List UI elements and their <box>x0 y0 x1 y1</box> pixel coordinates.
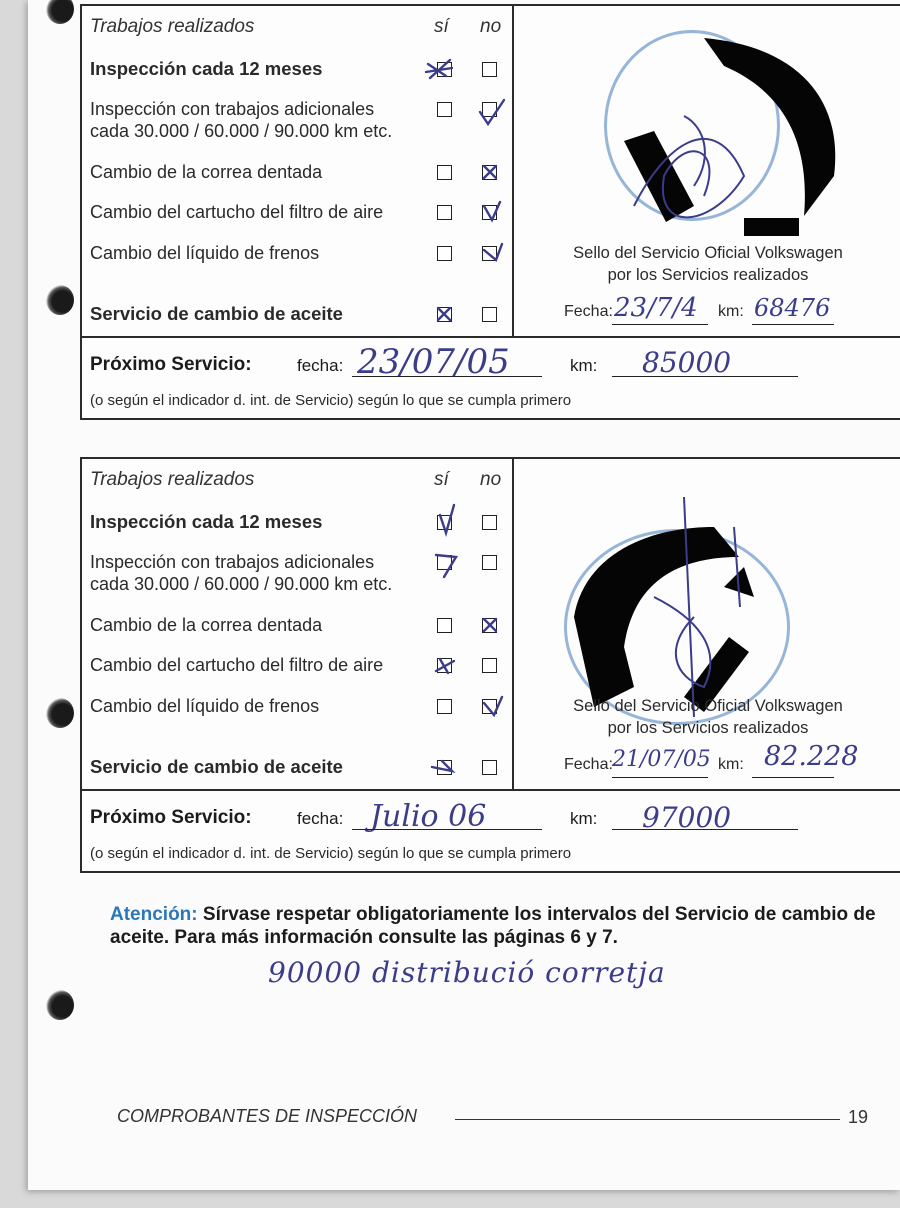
yes-header: sí <box>434 469 449 490</box>
binder-hole <box>46 698 74 728</box>
underline <box>612 376 798 377</box>
underline <box>352 376 542 377</box>
item-label: Cambio del líquido de frenos <box>90 243 320 263</box>
no-header: no <box>480 16 502 37</box>
underline <box>612 777 708 778</box>
next-service-note: (o según el indicador d. int. de Servicio) según lo que se cumpla primero <box>90 845 572 862</box>
underline <box>612 829 798 830</box>
underline <box>352 829 542 830</box>
attention-label: Atención: <box>110 904 198 925</box>
next-km-label: km: <box>570 809 598 828</box>
next-service-label: Próximo Servicio: <box>90 354 252 375</box>
next-km-label: km: <box>570 356 598 375</box>
footer-rule <box>455 1119 840 1120</box>
handwritten-checkmarks <box>422 54 512 344</box>
attention-notice <box>110 903 890 949</box>
fecha-label: Fecha: <box>564 756 613 773</box>
next-fecha-value: 23/07/05 <box>357 342 510 382</box>
works-header: Trabajos realizados <box>90 469 255 490</box>
works-section <box>82 459 514 789</box>
next-fecha-value: Julio 06 <box>370 799 487 834</box>
fecha-value: 21/07/05 <box>612 747 711 772</box>
fecha-label: Fecha: <box>564 303 613 320</box>
handwritten-note: 90000 distribució corretja <box>268 956 666 989</box>
service-card-2 <box>80 457 900 873</box>
next-service-label: Próximo Servicio: <box>90 807 252 828</box>
next-fecha-label: fecha: <box>297 809 344 828</box>
works-header: Trabajos realizados <box>90 16 255 37</box>
no-header: no <box>480 469 502 490</box>
handwritten-checkmarks <box>422 499 512 789</box>
next-km-value: 97000 <box>642 801 732 834</box>
km-value: 68476 <box>754 294 831 322</box>
km-label: km: <box>718 303 744 320</box>
works-section <box>82 6 514 336</box>
service-card-1 <box>80 4 900 420</box>
redacted-signature <box>594 26 900 256</box>
stamp-section <box>514 459 900 789</box>
item-label: Servicio de cambio de aceite <box>90 756 343 777</box>
next-km-value: 85000 <box>642 346 732 379</box>
next-service-section <box>82 789 900 873</box>
next-fecha-label: fecha: <box>297 356 344 375</box>
item-label: cada 30.000 / 60.000 / 90.000 km etc. <box>90 121 393 141</box>
underline <box>752 777 834 778</box>
footer-title: COMPROBANTES DE INSPECCIÓN <box>117 1106 418 1126</box>
item-label: Cambio del líquido de frenos <box>90 696 320 716</box>
attention-text: Sírvase respetar obligatoriamente los intervalos del Servicio de cambio de aceite. Para más información consulte las páginas 6 y 7. <box>110 904 876 948</box>
underline <box>752 324 834 325</box>
stamp-caption: por los Servicios realizados <box>607 719 809 737</box>
km-label: km: <box>718 756 744 773</box>
stamp-caption: por los Servicios realizados <box>607 266 809 284</box>
item-label: Cambio de la correa dentada <box>90 162 323 182</box>
next-service-note: (o según el indicador d. int. de Servicio) según lo que se cumpla primero <box>90 392 572 409</box>
binder-hole <box>46 990 74 1020</box>
item-label: Servicio de cambio de aceite <box>90 303 343 324</box>
stamp-caption: Sello del Servicio Oficial Volkswagen <box>573 244 843 262</box>
item-label: Cambio de la correa dentada <box>90 615 323 635</box>
item-label: cada 30.000 / 60.000 / 90.000 km etc. <box>90 574 393 594</box>
binder-hole <box>46 0 74 24</box>
item-label: Inspección cada 12 meses <box>90 511 323 532</box>
page-number: 19 <box>848 1107 869 1127</box>
fecha-value: 23/7/4 <box>614 293 698 323</box>
binder-hole <box>46 285 74 315</box>
item-label: Inspección cada 12 meses <box>90 58 323 79</box>
underline <box>612 324 708 325</box>
stamp-section <box>514 6 900 336</box>
item-label: Cambio del cartucho del filtro de aire <box>90 655 384 675</box>
next-service-section <box>82 336 900 420</box>
item-label: Inspección con trabajos adicionales <box>90 99 375 119</box>
item-label: Inspección con trabajos adicionales <box>90 552 375 572</box>
yes-header: sí <box>434 16 449 37</box>
km-value: 82.228 <box>764 741 859 772</box>
item-label: Cambio del cartucho del filtro de aire <box>90 202 384 222</box>
stamp-caption: Sello del Servicio Oficial Volkswagen <box>573 697 843 715</box>
